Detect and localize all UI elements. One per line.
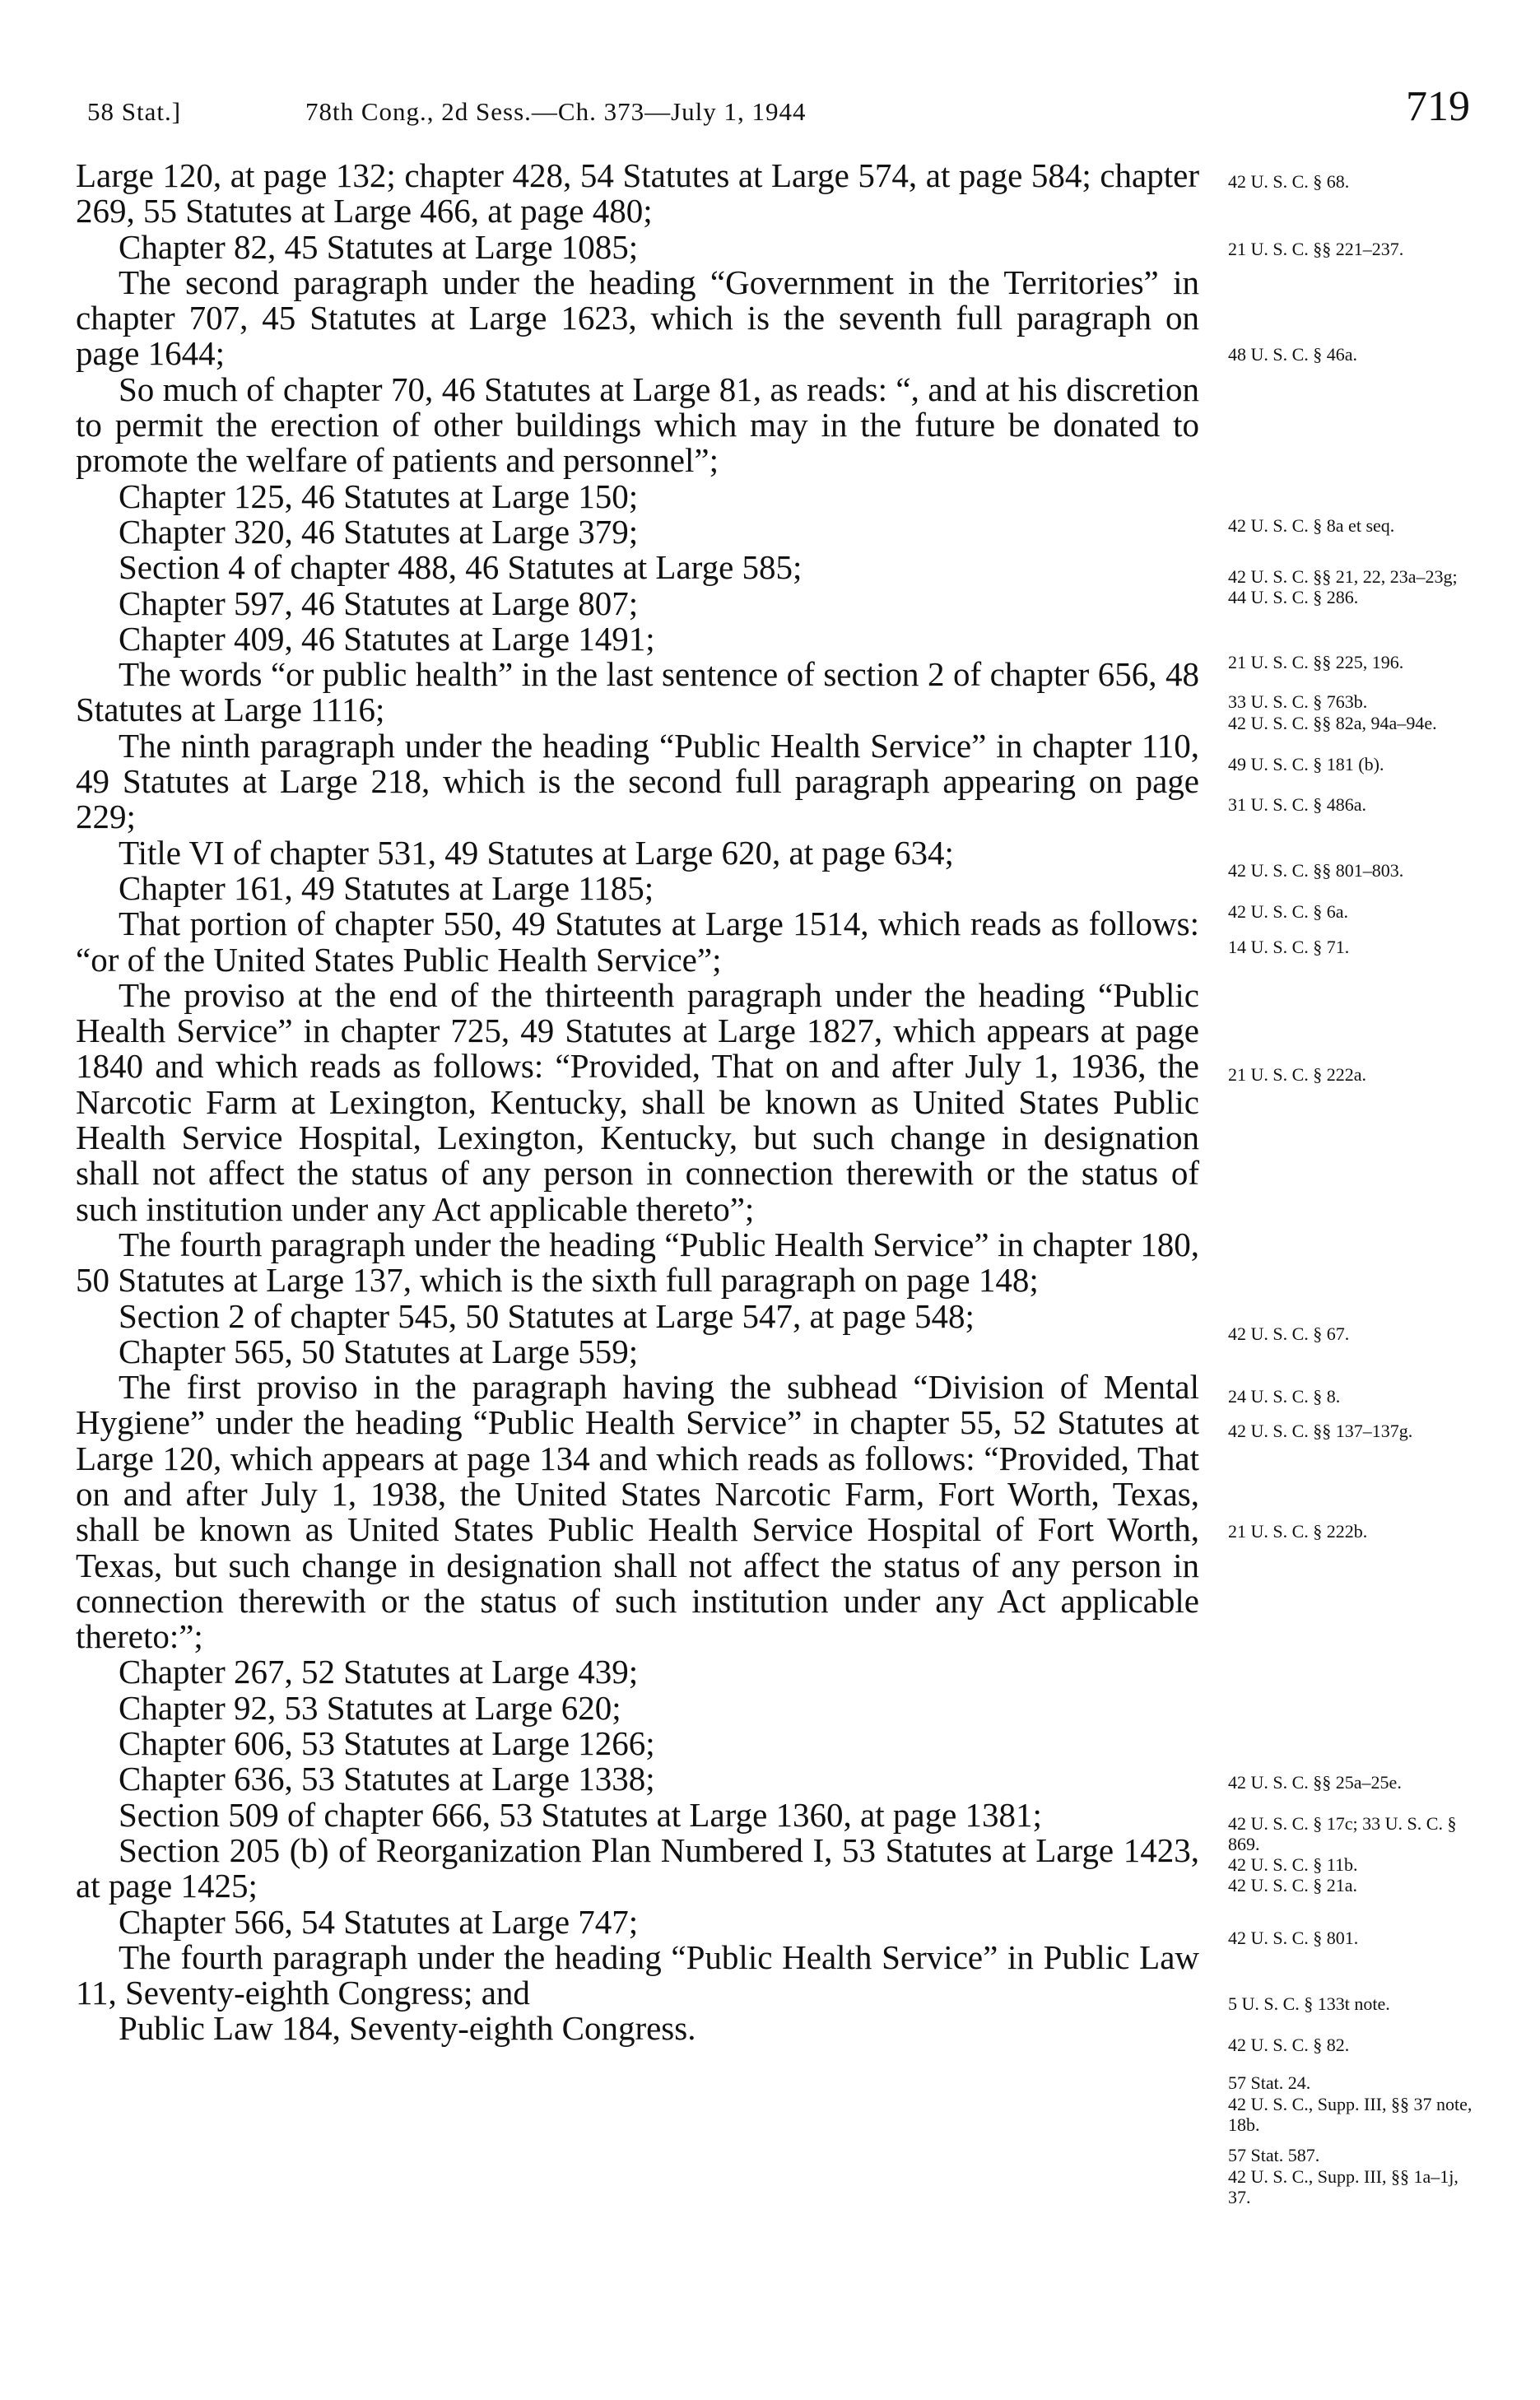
margin-citation: 21 U. S. C. § 222b. <box>1228 1521 1368 1542</box>
paragraph: The first proviso in the paragraph having the subhead “Division of Mental Hygiene” under the heading “Public Health Service” in chapter 55, 52 Statutes at Large 120, which appears at page 134 and which reads as follows: “Provided, That on and after July 1, 1938, the United States Narcotic Farm, Fort Worth, Texas, shall be known as United States Public Health Service Hospital of Fort Worth, Texas, but such change in designation shall not affect the status of any person in connection therewith or the status of such institution under any Act applicable thereto:”; <box>76 1368 1199 1656</box>
paragraph: Chapter 565, 50 Statutes at Large 559; <box>119 1332 639 1370</box>
paragraph: Title VI of chapter 531, 49 Statutes at Large 620, at page 634; <box>119 833 954 872</box>
margin-citation: 42 U. S. C. §§ 25a–25e. <box>1228 1772 1402 1793</box>
margin-citation: 42 U. S. C. § 68. <box>1228 171 1350 192</box>
statute-volume-reference: 58 Stat.] <box>87 97 182 126</box>
running-header <box>87 82 1470 156</box>
paragraph: Chapter 597, 46 Statutes at Large 807; <box>119 584 639 622</box>
paragraph: Chapter 82, 45 Statutes at Large 1085; <box>119 227 639 266</box>
margin-citation: 21 U. S. C. § 222a. <box>1228 1064 1367 1085</box>
margin-citation: 42 U. S. C. § 8a et seq. <box>1228 515 1395 536</box>
statute-text-column <box>76 158 1199 2047</box>
paragraph: The ninth paragraph under the heading “Public Health Service” in chapter 110, 49 Statutes at Large 218, which is the second full paragraph appearing on page 229; <box>76 726 1199 836</box>
paragraph: Section 205 (b) of Reorganization Plan Numbered I, 53 Statutes at Large 1423, at page 1425; <box>76 1830 1199 1905</box>
margin-citation: 42 U. S. C. § 801. <box>1228 1928 1359 1948</box>
paragraph: Chapter 125, 46 Statutes at Large 150; <box>119 477 639 515</box>
paragraph: The fourth paragraph under the heading “Public Health Service” in chapter 180, 50 Statutes at Large 137, which is the sixth full paragraph on page 148; <box>76 1225 1199 1300</box>
margin-citation: 42 U. S. C. §§ 82a, 94a–94e. <box>1228 713 1437 733</box>
margin-citation: 57 Stat. 24. <box>1228 2072 1311 2093</box>
paragraph: Chapter 267, 52 Statutes at Large 439; <box>119 1653 639 1691</box>
margin-citation: 21 U. S. C. §§ 221–237. <box>1228 239 1404 259</box>
paragraph: The proviso at the end of the thirteenth paragraph under the heading “Public Health Service” in chapter 725, 49 Statutes at Large 1827, which appears at page 1840 and which reads as follows: “Provided, That on and after July 1, 1936, the Narcotic Farm at Lexington, Kentucky, shall be known as United States Public Health Service Hospital, Lexington, Kentucky, but such change in designation shall not affect the status of any person in connection therewith or the status of such institution under any Act applicable thereto”; <box>76 975 1199 1228</box>
paragraph: The second paragraph under the heading “Government in the Territories” in chapter 707, 45 Statutes at Large 1623, which is the seventh full paragraph on page 1644; <box>76 263 1199 373</box>
margin-citation: 42 U. S. C. § 11b. <box>1228 1854 1358 1875</box>
margin-citation: 42 U. S. C. §§ 801–803. <box>1228 860 1404 881</box>
paragraph: Section 2 of chapter 545, 50 Statutes at Large 547, at page 548; <box>119 1296 975 1335</box>
paragraph: The fourth paragraph under the heading “Public Health Service” in Public Law 11, Seventy-eighth Congress; and <box>76 1937 1199 2012</box>
paragraph: Chapter 636, 53 Statutes at Large 1338; <box>119 1760 655 1798</box>
paragraph: Section 509 of chapter 666, 53 Statutes at Large 1360, at page 1381; <box>119 1795 1042 1834</box>
paragraph: Public Law 184, Seventy-eighth Congress. <box>119 2009 696 2048</box>
paragraph: Chapter 606, 53 Statutes at Large 1266; <box>119 1724 655 1763</box>
margin-citation: 14 U. S. C. § 71. <box>1228 937 1350 957</box>
paragraph: Large 120, at page 132; chapter 428, 54 Statutes at Large 574, at page 584; chapter 269, 55 Statutes at Large 466, at page 480; <box>76 156 1199 230</box>
paragraph: Chapter 161, 49 Statutes at Large 1185; <box>119 868 654 907</box>
paragraph: That portion of chapter 550, 49 Statutes at Large 1514, which reads as follows: “or of the United States Public Health Service”; <box>76 905 1199 979</box>
page-number: 719 <box>1406 83 1470 130</box>
session-chapter-date: 78th Cong., 2d Sess.—Ch. 373—July 1, 1944 <box>305 97 807 126</box>
margin-citation: 42 U. S. C. § 6a. <box>1228 901 1349 922</box>
margin-citation: 21 U. S. C. §§ 225, 196. <box>1228 652 1404 672</box>
margin-citation: 42 U. S. C. § 21a. <box>1228 1875 1358 1895</box>
paragraph: Section 4 of chapter 488, 46 Statutes at Large 585; <box>119 548 803 587</box>
paragraph: Chapter 92, 53 Statutes at Large 620; <box>119 1688 621 1727</box>
margin-citation: 49 U. S. C. § 181 (b). <box>1228 754 1384 774</box>
paragraph: Chapter 320, 46 Statutes at Large 379; <box>119 512 639 551</box>
margin-citation: 57 Stat. 587. <box>1228 2145 1320 2165</box>
margin-citation: 24 U. S. C. § 8. <box>1228 1386 1341 1407</box>
margin-citation: 42 U. S. C. § 82. <box>1228 2035 1350 2055</box>
paragraph: So much of chapter 70, 46 Statutes at Large 81, as reads: “, and at his discretion to permit the erection of other buildings which may in the future be donated to promote the welfare of patients and personnel”; <box>76 370 1199 480</box>
margin-citation: 42 U. S. C. §§ 137–137g. <box>1228 1421 1413 1441</box>
paragraph: Chapter 566, 54 Statutes at Large 747; <box>119 1902 639 1941</box>
margin-citation: 42 U. S. C., Supp. III, §§ 1a–1j, 37. <box>1228 2166 1459 2207</box>
margin-citation: 33 U. S. C. § 763b. <box>1228 691 1368 712</box>
margin-citation: 42 U. S. C. § 17c; 33 U. S. C. § 869. <box>1228 1813 1457 1854</box>
margin-citation: 42 U. S. C. § 67. <box>1228 1323 1350 1344</box>
margin-citation: 48 U. S. C. § 46a. <box>1228 344 1358 365</box>
margin-citation: 31 U. S. C. § 486a. <box>1228 794 1367 815</box>
margin-citation: 42 U. S. C. §§ 21, 22, 23a–23g; 44 U. S. C. § 286. <box>1228 566 1458 607</box>
paragraph: The words “or public health” in the last sentence of section 2 of chapter 656, 48 Statutes at Large 1116; <box>76 655 1199 729</box>
paragraph: Chapter 409, 46 Statutes at Large 1491; <box>119 619 655 658</box>
margin-citation: 5 U. S. C. § 133t note. <box>1228 1993 1390 2014</box>
margin-citation: 42 U. S. C., Supp. III, §§ 37 note, 18b. <box>1228 2094 1473 2135</box>
